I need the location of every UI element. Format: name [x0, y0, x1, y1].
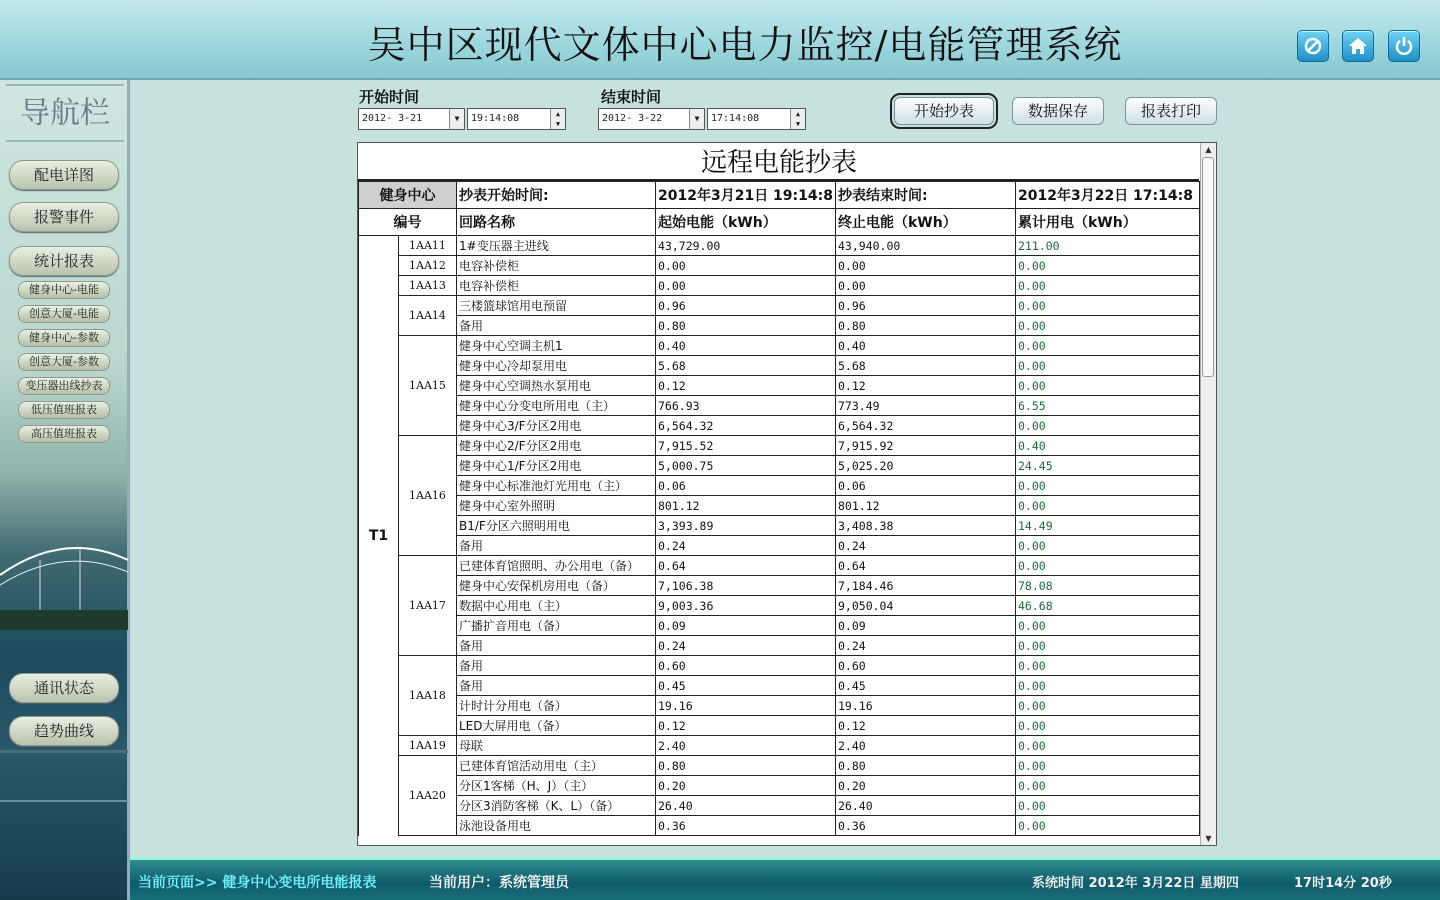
circuit-name: 泳池设备用电	[457, 816, 656, 836]
circuit-name: 分区3消防客梯（K、L）（备）	[457, 796, 656, 816]
nav-button-alarm[interactable]: 报警事件	[9, 202, 119, 232]
end-energy: 801.12	[836, 496, 1016, 516]
start-energy: 7,106.38	[656, 576, 836, 596]
end-energy: 0.24	[836, 636, 1016, 656]
table-row	[359, 336, 1200, 356]
table-row	[359, 776, 1200, 796]
circuit-name: 健身中心冷却泵用电	[457, 356, 656, 376]
cancel-icon-button[interactable]	[1297, 30, 1329, 62]
table-row	[359, 656, 1200, 676]
end-energy: 7,184.46	[836, 576, 1016, 596]
end-energy: 0.06	[836, 476, 1016, 496]
circuit-code: 1AA13	[399, 276, 457, 296]
table-row	[359, 276, 1200, 296]
start-energy: 0.06	[656, 476, 836, 496]
total-energy: 0.00	[1016, 816, 1200, 836]
column-header-name: 回路名称	[457, 209, 656, 236]
table-row	[359, 316, 1200, 336]
circuit-name: 备用	[457, 656, 656, 676]
start-energy: 0.24	[656, 536, 836, 556]
start-energy: 9,003.36	[656, 596, 836, 616]
end-energy: 0.80	[836, 756, 1016, 776]
end-time-value: 17:14:08	[711, 113, 760, 124]
report-title: 远程电能抄表	[700, 148, 857, 178]
start-date-picker[interactable]	[358, 108, 465, 130]
current-page: 当前页面>> 健身中心变电所电能报表	[138, 875, 377, 891]
table-row	[359, 756, 1200, 776]
table-row	[359, 616, 1200, 636]
home-button[interactable]	[1342, 30, 1374, 62]
circuit-name: 数据中心用电（主）	[457, 596, 656, 616]
end-energy: 9,050.04	[836, 596, 1016, 616]
total-energy: 0.00	[1016, 256, 1200, 276]
total-energy: 0.00	[1016, 796, 1200, 816]
end-energy: 0.12	[836, 716, 1016, 736]
circuit-name: 备用	[457, 536, 656, 556]
end-energy: 0.24	[836, 536, 1016, 556]
end-energy: 0.45	[836, 676, 1016, 696]
start-energy: 19.16	[656, 696, 836, 716]
save-data-button[interactable]: 数据保存	[1012, 97, 1104, 125]
nav-title: 导航栏	[6, 84, 124, 142]
center-name: 健身中心	[359, 182, 457, 209]
system-time: 系统时间 2012年 3月22日 星期四	[1032, 876, 1239, 891]
start-energy: 0.40	[656, 336, 836, 356]
circuit-name: 健身中心分变电所用电（主）	[457, 396, 656, 416]
start-energy: 0.00	[656, 256, 836, 276]
circuit-name: 健身中心安保机房用电（备）	[457, 576, 656, 596]
circuit-code: 1AA15	[399, 336, 457, 436]
start-energy: 0.45	[656, 676, 836, 696]
circuit-name: 备用	[457, 676, 656, 696]
total-energy: 78.08	[1016, 576, 1200, 596]
table-row	[359, 236, 1200, 256]
table-row	[359, 396, 1200, 416]
start-energy: 766.93	[656, 396, 836, 416]
end-energy: 26.40	[836, 796, 1016, 816]
end-energy: 0.64	[836, 556, 1016, 576]
nav-button-trend[interactable]: 趋势曲线	[9, 716, 119, 746]
total-energy: 0.00	[1016, 716, 1200, 736]
circuit-name: 备用	[457, 316, 656, 336]
dropdown-arrow-icon[interactable]: ▼	[449, 109, 464, 129]
start-energy: 801.12	[656, 496, 836, 516]
circuit-code: 1AA18	[399, 656, 457, 736]
circuit-name: 健身中心室外照明	[457, 496, 656, 516]
total-energy: 0.00	[1016, 536, 1200, 556]
table-row	[359, 796, 1200, 816]
circuit-code: 1AA14	[399, 296, 457, 336]
circuit-name: 已建体育馆照明、办公用电（备）	[457, 556, 656, 576]
table-row	[359, 816, 1200, 836]
total-energy: 0.00	[1016, 696, 1200, 716]
column-header-end: 终止电能（kWh）	[836, 209, 1016, 236]
start-energy: 7,915.52	[656, 436, 836, 456]
circuit-name: B1/F分区六照明用电	[457, 516, 656, 536]
start-energy: 5.68	[656, 356, 836, 376]
table-row	[359, 536, 1200, 556]
nav-sub-fitness-param[interactable]: 健身中心-参数	[18, 329, 110, 347]
total-energy: 0.00	[1016, 296, 1200, 316]
end-time-heading: 抄表结束时间:	[836, 182, 1016, 209]
start-energy: 43,729.00	[656, 236, 836, 256]
end-energy: 0.00	[836, 276, 1016, 296]
report-panel	[357, 142, 1217, 846]
circuit-name: 健身中心标准池灯光用电（主）	[457, 476, 656, 496]
start-energy: 0.20	[656, 776, 836, 796]
start-energy: 0.00	[656, 276, 836, 296]
start-energy: 0.36	[656, 816, 836, 836]
end-energy: 0.60	[836, 656, 1016, 676]
circuit-name: 备用	[457, 636, 656, 656]
start-time-label: 开始时间	[359, 88, 420, 106]
total-energy: 0.00	[1016, 496, 1200, 516]
vertical-scrollbar[interactable]	[1200, 143, 1216, 845]
total-energy: 0.00	[1016, 736, 1200, 756]
table-row	[359, 476, 1200, 496]
start-energy: 0.96	[656, 296, 836, 316]
start-energy: 6,564.32	[656, 416, 836, 436]
start-time-heading: 抄表开始时间:	[457, 182, 656, 209]
total-energy: 0.00	[1016, 356, 1200, 376]
nav-sub-creative-energy[interactable]: 创意大厦-电能	[18, 305, 110, 323]
start-energy: 0.12	[656, 716, 836, 736]
power-button[interactable]	[1388, 30, 1420, 62]
column-header-total: 累计用电（kWh）	[1016, 209, 1200, 236]
total-energy: 0.00	[1016, 616, 1200, 636]
start-energy: 0.80	[656, 756, 836, 776]
start-energy: 0.09	[656, 616, 836, 636]
circuit-name: 健身中心2/F分区2用电	[457, 436, 656, 456]
table-row	[359, 676, 1200, 696]
circuit-name: 健身中心空调热水泵用电	[457, 376, 656, 396]
table-row	[359, 376, 1200, 396]
end-energy: 19.16	[836, 696, 1016, 716]
transformer-label: T1	[359, 236, 399, 836]
table-row	[359, 356, 1200, 376]
table-row	[359, 496, 1200, 516]
total-energy: 0.00	[1016, 376, 1200, 396]
nav-sub-high-voltage[interactable]: 高压值班报表	[18, 425, 110, 443]
start-date-value: 2012- 3-21	[362, 113, 423, 124]
scroll-thumb[interactable]	[1202, 157, 1214, 377]
total-energy: 0.00	[1016, 276, 1200, 296]
end-energy: 43,940.00	[836, 236, 1016, 256]
circuit-name: 健身中心3/F分区2用电	[457, 416, 656, 436]
start-energy: 0.64	[656, 556, 836, 576]
end-date-value: 2012- 3-22	[602, 113, 663, 124]
end-time-spinner[interactable]	[707, 108, 806, 130]
print-report-button[interactable]: 报表打印	[1125, 97, 1217, 125]
circuit-name: 电容补偿柜	[457, 276, 656, 296]
end-energy: 2.40	[836, 736, 1016, 756]
circuit-code: 1AA20	[399, 756, 457, 836]
end-energy: 0.09	[836, 616, 1016, 636]
table-row	[359, 256, 1200, 276]
end-energy: 5,025.20	[836, 456, 1016, 476]
start-energy: 0.12	[656, 376, 836, 396]
header-bar	[0, 0, 1440, 80]
table-row	[359, 436, 1200, 456]
spin-arrows-icon[interactable]: ▲ ▼	[790, 109, 805, 129]
circuit-name: 已建体育馆活动用电（主）	[457, 756, 656, 776]
nav-sub-fitness-energy[interactable]: 健身中心-电能	[18, 281, 110, 299]
end-energy: 0.00	[836, 256, 1016, 276]
total-energy: 14.49	[1016, 516, 1200, 536]
table-row	[359, 576, 1200, 596]
circuit-code: 1AA12	[399, 256, 457, 276]
app-title: 吴中区现代文体中心电力监控/电能管理系统	[367, 23, 1123, 67]
nav-sub-low-voltage[interactable]: 低压值班报表	[18, 401, 110, 419]
start-time-spinner[interactable]	[467, 108, 566, 130]
dropdown-arrow-icon[interactable]: ▼	[689, 109, 704, 129]
circuit-code: 1AA19	[399, 736, 457, 756]
circuit-code: 1AA17	[399, 556, 457, 656]
start-energy: 0.80	[656, 316, 836, 336]
end-energy: 3,408.38	[836, 516, 1016, 536]
table-row	[359, 296, 1200, 316]
end-energy: 0.36	[836, 816, 1016, 836]
report-table	[358, 181, 1200, 836]
total-energy: 0.00	[1016, 756, 1200, 776]
start-energy: 0.24	[656, 636, 836, 656]
start-time-value-cell: 2012年3月21日 19:14:8	[656, 182, 836, 209]
prohibit-icon	[1302, 35, 1324, 57]
circuit-name: 1#变压器主进线	[457, 236, 656, 256]
table-row	[359, 636, 1200, 656]
status-bar	[130, 858, 1440, 900]
total-energy: 24.45	[1016, 456, 1200, 476]
total-energy: 0.00	[1016, 476, 1200, 496]
circuit-name: 广播扩音用电（备）	[457, 616, 656, 636]
power-icon	[1393, 35, 1415, 57]
total-energy: 0.00	[1016, 416, 1200, 436]
total-energy: 0.00	[1016, 676, 1200, 696]
home-icon	[1347, 35, 1369, 57]
total-energy: 0.00	[1016, 636, 1200, 656]
total-energy: 0.00	[1016, 316, 1200, 336]
table-row	[359, 556, 1200, 576]
end-energy: 0.96	[836, 296, 1016, 316]
total-energy: 0.40	[1016, 436, 1200, 456]
end-energy: 5.68	[836, 356, 1016, 376]
end-energy: 0.12	[836, 376, 1016, 396]
nav-button-comm[interactable]: 通讯状态	[9, 673, 119, 703]
end-energy: 0.20	[836, 776, 1016, 796]
end-date-picker[interactable]	[598, 108, 705, 130]
circuit-name: 母联	[457, 736, 656, 756]
scroll-up-icon[interactable]: ▲	[1205, 145, 1212, 154]
circuit-name: LED大屏用电（备）	[457, 716, 656, 736]
total-energy: 0.00	[1016, 556, 1200, 576]
column-header-id: 编号	[359, 209, 457, 236]
end-energy: 7,915.92	[836, 436, 1016, 456]
column-header-start: 起始电能（kWh）	[656, 209, 836, 236]
start-energy: 5,000.75	[656, 456, 836, 476]
start-energy: 3,393.89	[656, 516, 836, 536]
spin-arrows-icon[interactable]: ▲ ▼	[550, 109, 565, 129]
table-row	[359, 736, 1200, 756]
nav-button-distribution[interactable]: 配电详图	[9, 160, 119, 190]
system-clock: 17时14分 20秒	[1294, 876, 1392, 891]
total-energy: 46.68	[1016, 596, 1200, 616]
circuit-code: 1AA16	[399, 436, 457, 556]
current-user: 当前用户：系统管理员	[429, 875, 569, 891]
circuit-name: 健身中心1/F分区2用电	[457, 456, 656, 476]
table-row	[359, 416, 1200, 436]
nav-sub-creative-param[interactable]: 创意大厦-参数	[18, 353, 110, 371]
circuit-code: 1AA11	[399, 236, 457, 256]
total-energy: 0.00	[1016, 336, 1200, 356]
report-table-wrap	[358, 179, 1199, 846]
table-row	[359, 456, 1200, 476]
main-panel	[130, 80, 1440, 858]
start-reading-button[interactable]: 开始抄表	[894, 97, 994, 125]
circuit-name: 电容补偿柜	[457, 256, 656, 276]
start-time-value: 19:14:08	[471, 113, 520, 124]
end-energy: 773.49	[836, 396, 1016, 416]
start-energy: 0.60	[656, 656, 836, 676]
nav-button-report[interactable]: 统计报表	[9, 246, 119, 276]
start-energy: 2.40	[656, 736, 836, 756]
table-row	[359, 596, 1200, 616]
table-row	[359, 716, 1200, 736]
total-energy: 0.00	[1016, 776, 1200, 796]
circuit-name: 健身中心空调主机1	[457, 336, 656, 356]
total-energy: 0.00	[1016, 656, 1200, 676]
circuit-name: 分区1客梯（H、J）（主）	[457, 776, 656, 796]
end-time-label: 结束时间	[601, 88, 662, 106]
end-energy: 6,564.32	[836, 416, 1016, 436]
nav-sub-transformer[interactable]: 变压器出线抄表	[18, 377, 110, 395]
circuit-name: 计时计分用电（备）	[457, 696, 656, 716]
total-energy: 6.55	[1016, 396, 1200, 416]
end-time-value-cell: 2012年3月22日 17:14:8	[1016, 182, 1200, 209]
total-energy: 211.00	[1016, 236, 1200, 256]
scroll-down-icon[interactable]: ▼	[1205, 834, 1212, 843]
end-energy: 0.40	[836, 336, 1016, 356]
sidebar	[0, 80, 130, 900]
circuit-name: 三楼篮球馆用电预留	[457, 296, 656, 316]
table-row	[359, 696, 1200, 716]
end-energy: 0.80	[836, 316, 1016, 336]
table-row	[359, 516, 1200, 536]
start-energy: 26.40	[656, 796, 836, 816]
